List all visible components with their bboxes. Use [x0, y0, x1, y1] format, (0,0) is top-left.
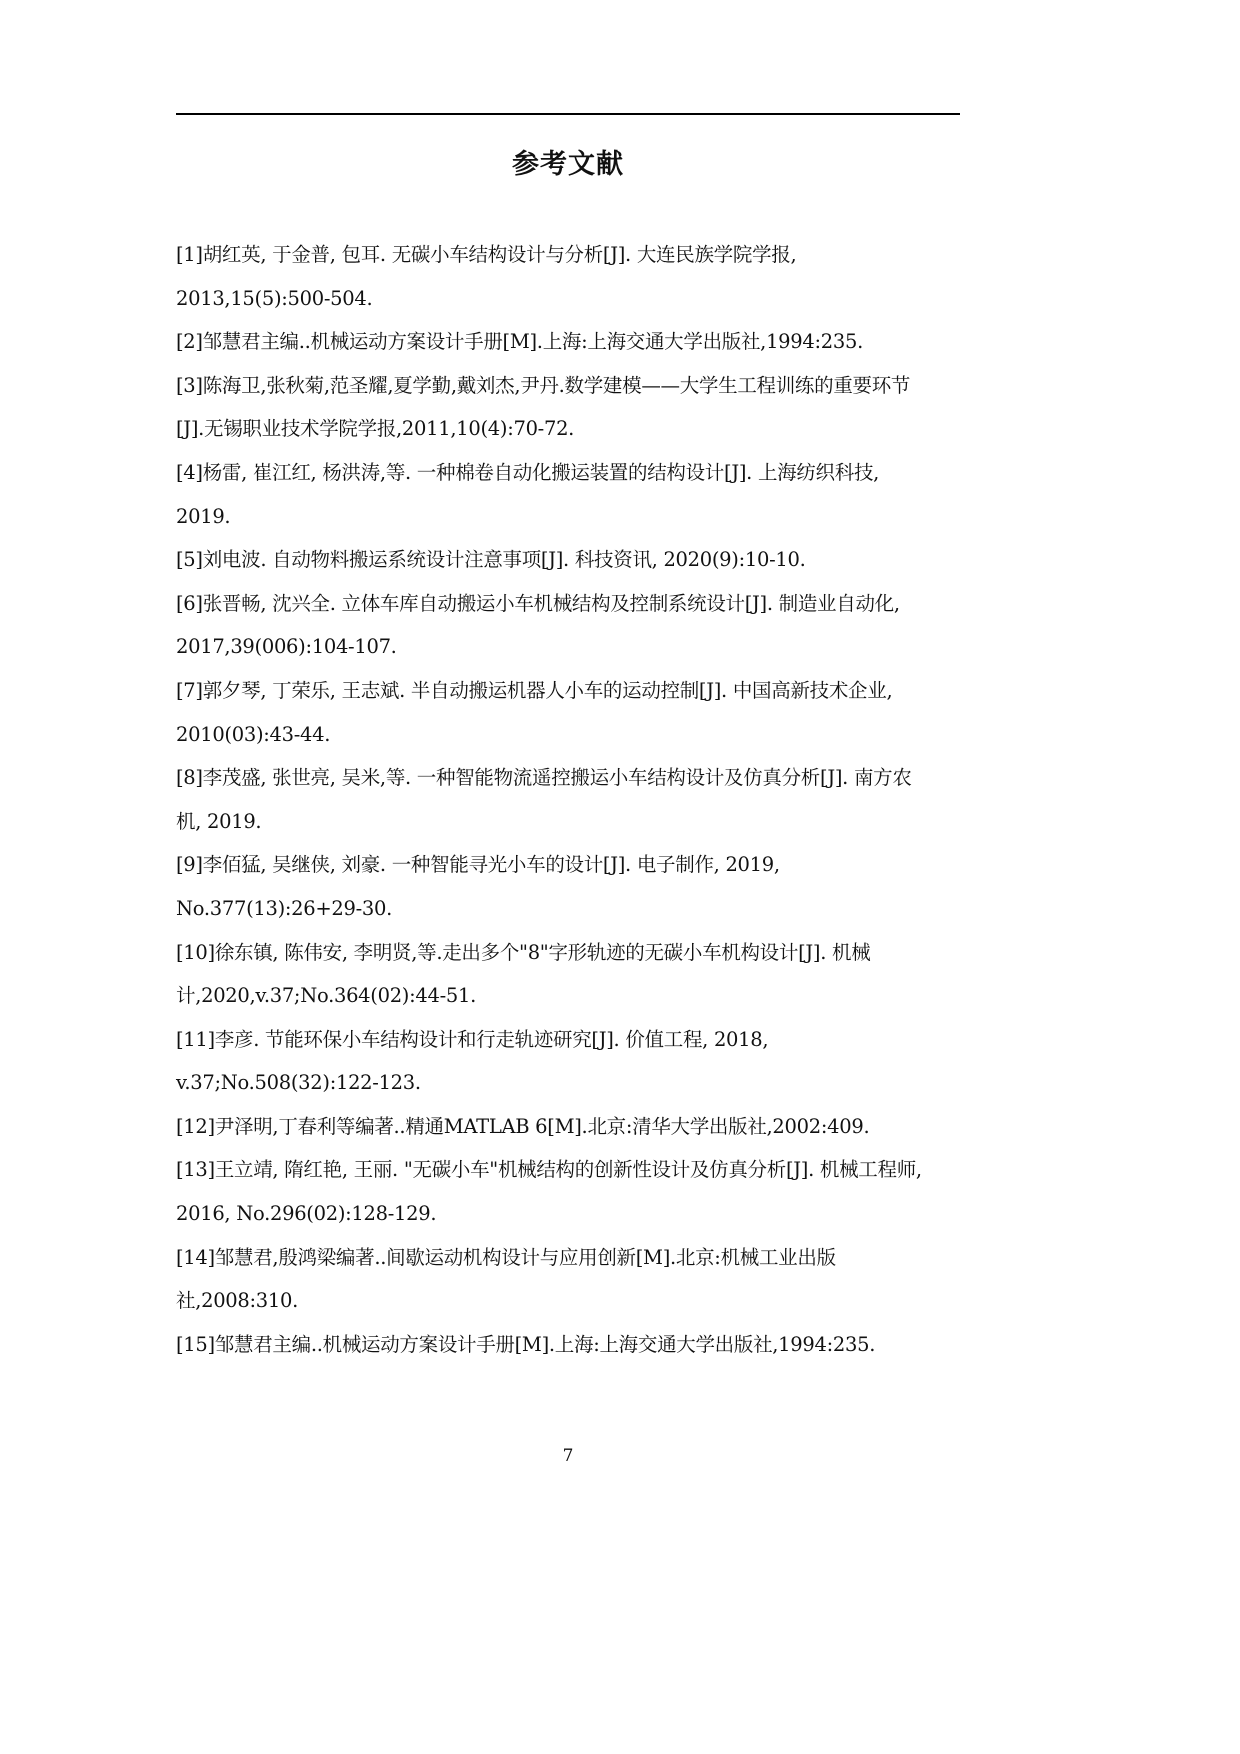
- reference-item: [176, 678, 976, 765]
- reference-item: [176, 852, 976, 939]
- reference-line: [1]胡红英, 于金普, 包耳. 无碳小车结构设计与分析[J]. 大连民族学院学报,: [176, 243, 797, 266]
- reference-item: [176, 1157, 976, 1244]
- page-title: 参考文献: [512, 149, 624, 180]
- reference-line: [3]陈海卫,张秋菊,范圣耀,夏学勤,戴刘杰,尹丹.数学建模——大学生工程训练的重要环节: [176, 373, 911, 397]
- reference-line: [14]邹慧君,殷鸿梁编著..间歇运动机构设计与应用创新[M].北京:机械工业出版: [176, 1245, 836, 1269]
- reference-item: [176, 1332, 976, 1376]
- reference-line: 计,2020,v.37;No.364(02):44-51.: [176, 984, 476, 1008]
- reference-line: 社,2008:310.: [176, 1289, 299, 1313]
- reference-item: [176, 242, 976, 329]
- reference-item: [176, 1027, 976, 1114]
- reference-item: [176, 547, 976, 591]
- reference-line: 2010(03):43-44.: [176, 722, 331, 746]
- reference-line: [9]李佰猛, 吴继侠, 刘豪. 一种智能寻光小车的设计[J]. 电子制作, 2019,: [176, 853, 780, 877]
- reference-line: 2016, No.296(02):128-129.: [176, 1202, 437, 1226]
- reference-line: 2017,39(006):104-107.: [176, 635, 397, 659]
- page-number: 7: [562, 1446, 574, 1466]
- reference-line: No.377(13):26+29-30.: [176, 896, 393, 920]
- reference-line: 机, 2019.: [176, 809, 262, 833]
- reference-line: [J].无锡职业技术学院学报,2011,10(4):70-72.: [176, 417, 575, 441]
- reference-item: [176, 1245, 976, 1332]
- reference-item: [176, 591, 976, 678]
- reference-item: [176, 940, 976, 1027]
- reference-line: [10]徐东镇, 陈伟安, 李明贤,等.走出多个"8"字形轨迹的无碳小车机构设计[J]. 机械: [176, 940, 871, 964]
- reference-line: [13]王立靖, 隋红艳, 王丽. "无碳小车"机械结构的创新性设计及仿真分析[J]. 机械工程师,: [176, 1158, 922, 1182]
- header-rule: [176, 113, 960, 115]
- reference-item: [176, 1114, 976, 1158]
- reference-item: [176, 765, 976, 852]
- reference-item: [176, 329, 976, 373]
- reference-line: [5]刘电波. 自动物料搬运系统设计注意事项[J]. 科技资讯, 2020(9):10-10.: [176, 548, 806, 572]
- reference-item: [176, 373, 976, 460]
- reference-line: [11]李彦. 节能环保小车结构设计和行走轨迹研究[J]. 价值工程, 2018,: [176, 1027, 769, 1051]
- reference-line: 2013,15(5):500-504.: [176, 286, 373, 310]
- reference-line: v.37;No.508(32):122-123.: [176, 1071, 421, 1095]
- reference-line: 2019.: [176, 504, 231, 528]
- reference-line: [4]杨雷, 崔江红, 杨洪涛,等. 一种棉卷自动化搬运装置的结构设计[J]. 上海纺织科技,: [176, 460, 880, 484]
- reference-item: [176, 460, 976, 547]
- reference-line: [7]郭夕琴, 丁荣乐, 王志斌. 半自动搬运机器人小车的运动控制[J]. 中国高新技术企业,: [176, 678, 893, 702]
- reference-list: [176, 242, 976, 1375]
- reference-line: [12]尹泽明,丁春利等编著..精通MATLAB 6[M].北京:清华大学出版社,2002:409.: [176, 1114, 870, 1138]
- reference-line: [2]邹慧君主编..机械运动方案设计手册[M].上海:上海交通大学出版社,1994:235.: [176, 330, 863, 354]
- reference-line: [6]张晋畅, 沈兴全. 立体车库自动搬运小车机械结构及控制系统设计[J]. 制造业自动化,: [176, 591, 900, 615]
- reference-line: [15]邹慧君主编..机械运动方案设计手册[M].上海:上海交通大学出版社,1994:235.: [176, 1332, 876, 1356]
- reference-line: [8]李茂盛, 张世亮, 吴米,等. 一种智能物流遥控搬运小车结构设计及仿真分析[J]. 南方农: [176, 766, 912, 790]
